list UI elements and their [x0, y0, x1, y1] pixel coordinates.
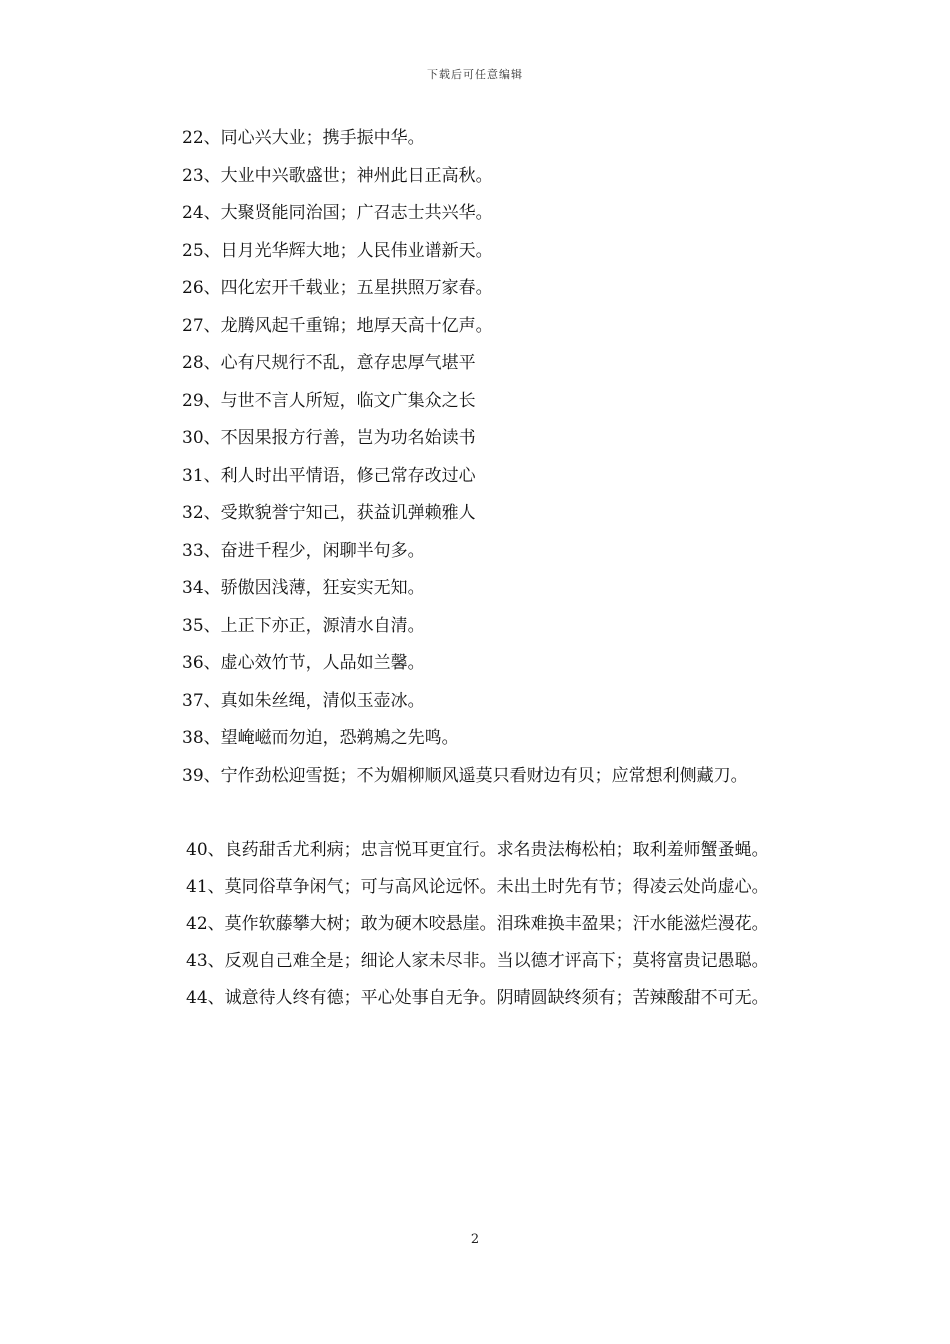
- list-item: 40、良药甜舌尤利病；忠言悦耳更宜行。求名贵法梅松柏；取利羞师蟹蚤蝇。: [186, 840, 769, 860]
- list-item: 36、虚心效竹节，人品如兰馨。: [182, 653, 425, 673]
- list-item: 32、受欺貌誉宁知己，获益讥弹赖雅人: [182, 503, 476, 523]
- list-item: 34、骄傲因浅薄，狂妄实无知。: [182, 578, 425, 598]
- list-item: 26、四化宏开千载业；五星拱照万家春。: [182, 278, 493, 298]
- list-item: 35、上正下亦正，源清水自清。: [182, 615, 425, 636]
- list-item: 39、宁作劲松迎雪挺；不为媚柳顺风遥莫只看财边有贝；应常想利侧藏刀。: [182, 765, 748, 786]
- list-item: 37、真如朱丝绳，清似玉壶冰。: [182, 690, 425, 711]
- list-item: 31、利人时出平情语，修己常存改过心: [182, 465, 476, 486]
- list-item: 24、大聚贤能同治国；广召志士共兴华。: [182, 203, 493, 223]
- list-item: 38、望崦嵫而勿迫，恐鹈鴂之先鸣。: [182, 728, 459, 748]
- couplet-list-long: [144, 832, 806, 1017]
- list-item: 29、与世不言人所短，临文广集众之长: [182, 390, 476, 411]
- list-item: 27、龙腾风起千重锦；地厚天高十亿声。: [182, 315, 493, 336]
- list-item: 41、莫同俗草争闲气；可与高风论远怀。未出土时先有节；得凌云处尚虚心。: [186, 877, 769, 897]
- list-item: 28、心有尺规行不乱，意存忠厚气堪平: [182, 353, 476, 373]
- list-item: 23、大业中兴歌盛世；神州此日正高秋。: [182, 165, 493, 186]
- page-header: 下载后可任意编辑: [427, 68, 523, 81]
- page-number: 2: [470, 1232, 480, 1247]
- list-item: 33、奋进千程少，闲聊半句多。: [182, 540, 425, 561]
- list-item: 42、莫作软藤攀大树；敢为硬木咬悬崖。泪珠难换丰盈果；汗水能滋烂漫花。: [186, 914, 769, 934]
- list-item: 43、反观自己难全是；细论人家未尽非。当以德才评高下；莫将富贵记愚聪。: [186, 951, 769, 971]
- list-item: 22、同心兴大业；携手振中华。: [182, 128, 425, 148]
- list-item: 30、不因果报方行善，岂为功名始读书: [182, 428, 476, 448]
- couplet-list-short: [182, 124, 842, 799]
- list-item: 44、诚意待人终有德；平心处事自无争。阴晴圆缺终须有；苦辣酸甜不可无。: [186, 988, 769, 1008]
- list-item: 25、日月光华辉大地；人民伟业谱新天。: [182, 240, 493, 261]
